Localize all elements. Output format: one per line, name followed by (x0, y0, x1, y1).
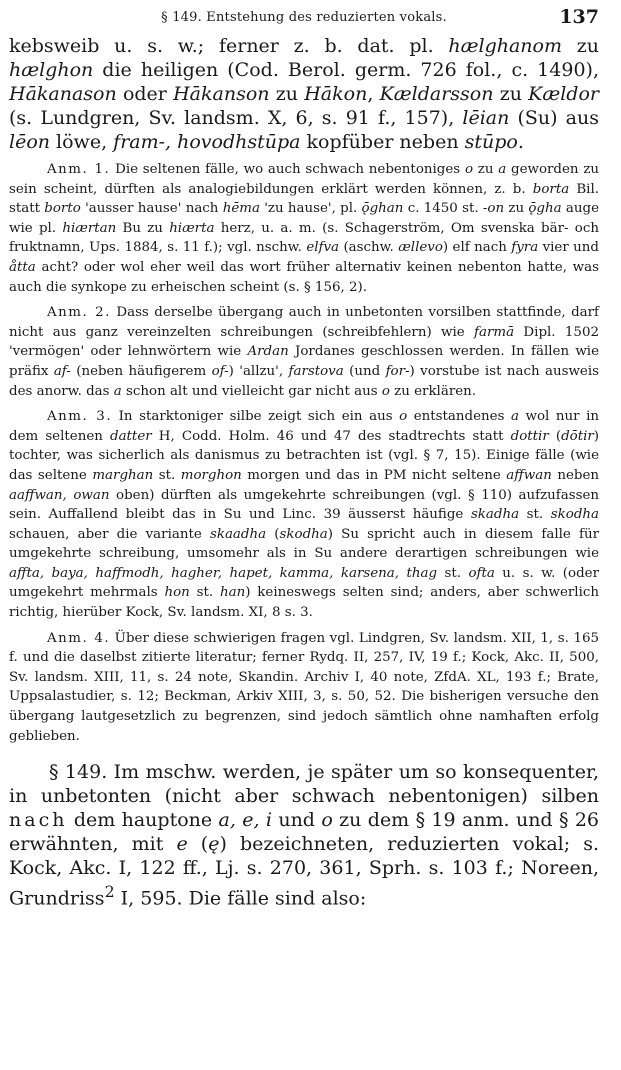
running-title: § 149. Entstehung des reduzierten vokals. (161, 10, 447, 25)
page (9, 6, 599, 911)
page-header (9, 6, 599, 34)
note-label: Anm. 4. (47, 630, 111, 646)
note-label: Anm. 2. (47, 305, 111, 321)
note-2: Anm. 2. Dass derselbe übergang auch in unbetonten vorsilben stattfinde, darf nicht aus ganz vereinzelten schreibungen (schreibfehlern) wie farmā Dipl. 1502 'vermögen' oder lehnwörtern wie Ardan Jordanes geschlossen werden. In fällen wie präfix af- (neben häufigerem of-) 'allzu', farstova (und for-) vorstube ist nach ausweis des anorw. das a schon alt und vielleicht gar nicht aus o zu erklären. (9, 305, 600, 399)
note-3: Anm. 3. In starktoniger silbe zeigt sich ein aus o entstandenes a wol nur in dem seltenen datter H, Codd. Holm. 46 und 47 des stadtrechts statt dottir (dōtir) tochter, was sicherlich als danismus zu betrachten ist (vgl. § 7, 15). Einige fälle (wie das seltene marghan st. morghon morgen und das in PM nicht seltene affwan neben aaffwan, owan oben) dürften als umgekehrte schreibungen (vgl. § 110) aufzufassen sein. Auffallend bleibt das in Su und Linc. 39 äusserst häufige skadha st. skodha schauen, aber die variante skaadha (skodha) Su spricht auch in diesem falle für umgekehrte schreibung, umsomehr als in Su andere derartigen schreibungen wie affta, baya, haffmodh, hagher, hapet, kamma, karsena, thag st. ofta u. s. w. (oder umgekehrt mehrmals hon st. han) keineswegs selten sind; anders, aber schwerlich richtig, hierüber Kock, Sv. landsm. XI, 8 s. 3. (9, 409, 600, 621)
section-149: § 149. Im mschw. werden, je später um so konsequenter, in unbetonten (nicht aber schwach nebentonigen) silben nach dem hauptone a, e, i und o zu dem § 19 anm. und § 26 erwähnten, mit e (ę) bezeichneten, reduzierten vokal; s. Kock, Akc. I, 122 ff., Lj. s. 270, 361, Sprh. s. 103 f.; Noreen, Grundriss$^2$ I, 595. Die fälle sind also: (9, 761, 600, 910)
intro-paragraph: kebsweib u. s. w.; ferner z. b. dat. pl. hælghanom zu hælghon die heiligen (Cod. Berol. germ. 726 fol., c. 1490), Hākanason oder Hākanson zu Hākon, Kældarsson zu Kældor (s. Lundgren, Sv. landsm. X, 6, s. 91 f., 157), lēian (Su) aus lēon löwe, fram-, hovodhstūpa kopfüber neben stūpo. (9, 35, 599, 153)
note-label: Anm. 1. (47, 162, 111, 177)
note-4: Anm. 4. Über diese schwierigen fragen vgl. Lindgren, Sv. landsm. XII, 1, s. 165 f. und die daselbst zitierte literatur; ferner Rydq. II, 257, IV, 19 f.; Kock, Akc. II, 500, Sv. landsm. XIII, 11, s. 24 note, Skandin. Archiv I, 40 note, ZfdA. XL, 193 f.; Brate, Uppsalastudier, s. 12; Beckman, Arkiv XIII, 3, s. 50, 52. Die bisherigen versuche den übergang lautgesetzlich zu begrenzen, sind jedoch sämtlich ohne namhaften erfolg geblieben. (9, 630, 600, 744)
page-number: 137 (559, 6, 599, 28)
note-1: Anm. 1. Die seltenen fälle, wo auch schwach nebentoniges o zu a geworden zu sein scheint, dürften als analogiebildungen erklärt werden können, z. b. borta Bil. statt borto 'ausser hause' nach hēma 'zu hause', pl. ǭghan c. 1450 st. -on zu ǭgha auge wie pl. hiærtan Bu zu hiærta herz, u. a. m. (s. Schagerström, Om svenska bär- och fruktnamn, Ups. 1884, s. 11 f.); vgl. nschw. elfva (aschw. ællevo) elf nach fyra vier und åtta acht? oder wol eher weil das wort früher alternativ keinen nebenton hatte, was auch die synkope zu erheischen scheint (s. § 156, 2). (9, 162, 600, 295)
note-label: Anm. 3. (47, 409, 113, 425)
